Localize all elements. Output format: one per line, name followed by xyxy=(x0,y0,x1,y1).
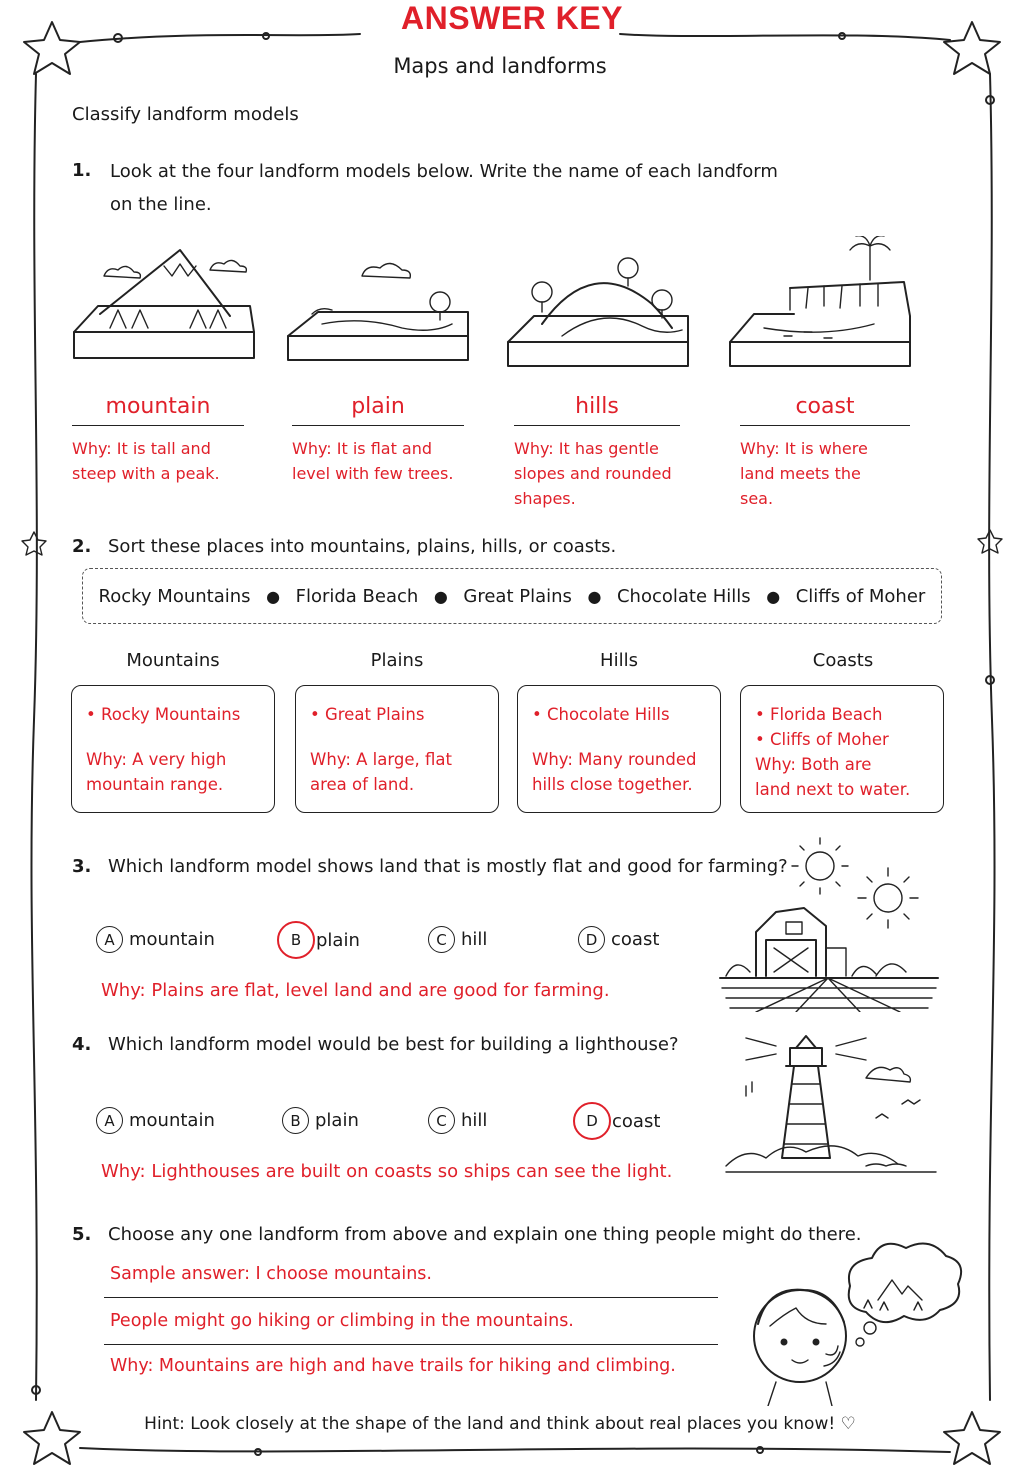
bullet-icon: ● xyxy=(266,586,281,606)
question-text xyxy=(110,155,778,221)
question-number: 5. xyxy=(72,1224,92,1245)
option-letter: C xyxy=(428,1107,455,1134)
reason-line: steep with a peak. xyxy=(72,464,220,483)
lighthouse-icon xyxy=(716,1026,942,1176)
option-c[interactable] xyxy=(428,1107,487,1134)
word-bank-item: Florida Beach xyxy=(295,585,419,607)
option-label: coast xyxy=(611,929,660,950)
sort-reason: mountain range. xyxy=(86,775,224,794)
column-heading-hills: Hills xyxy=(600,650,638,671)
section-title: Classify landform models xyxy=(72,104,299,125)
answer-word: coast xyxy=(740,394,910,426)
mountain-model-icon xyxy=(74,250,254,358)
option-letter: A xyxy=(96,1107,123,1134)
word-bank-item: Cliffs of Moher xyxy=(795,585,926,607)
sorted-item: • Cliffs of Moher xyxy=(755,730,889,749)
reason-line: land meets the xyxy=(740,464,861,483)
answer-line[interactable] xyxy=(104,1264,718,1298)
question-text: Sort these places into mountains, plains, hills, or coasts. xyxy=(108,536,617,557)
option-c[interactable] xyxy=(428,926,487,953)
answer-reason xyxy=(72,436,244,486)
answer-line-text: Sample answer: I choose mountains. xyxy=(110,1264,432,1284)
option-b-selected[interactable] xyxy=(283,921,360,959)
answer-reason xyxy=(740,436,910,511)
landform-models xyxy=(60,236,980,386)
reason-line: level with few trees. xyxy=(292,464,454,483)
answer-reason xyxy=(292,436,464,486)
option-letter: A xyxy=(96,926,123,953)
hills-model-icon xyxy=(508,258,688,366)
question-text: Which landform model would be best for building a lighthouse? xyxy=(108,1034,679,1055)
word-bank-item: Rocky Mountains xyxy=(98,585,251,607)
sorted-item: • Chocolate Hills xyxy=(532,705,670,724)
bullet-icon: ● xyxy=(587,586,602,606)
option-d-selected[interactable] xyxy=(579,1102,660,1140)
question-text-line: Look at the four landform models below. Write the name of each landform xyxy=(110,161,778,182)
option-a[interactable] xyxy=(96,1107,215,1134)
word-bank-item: Great Plains xyxy=(463,585,572,607)
question-text: Which landform model shows land that is mostly flat and good for farming? xyxy=(108,856,788,877)
column-heading-coasts: Coasts xyxy=(812,650,874,671)
sorted-item: • Great Plains xyxy=(310,705,425,724)
answer-line-text: Why: Mountains are high and have trails for hiking and climbing. xyxy=(110,1356,676,1376)
option-letter: C xyxy=(428,926,455,953)
option-d[interactable] xyxy=(578,926,659,953)
option-label: hill xyxy=(461,929,488,950)
sort-box-plains[interactable] xyxy=(295,685,499,813)
question-number: 3. xyxy=(72,856,92,877)
question-number: 1. xyxy=(72,160,92,181)
bullet-icon: ● xyxy=(766,586,781,606)
option-label: plain xyxy=(316,929,360,951)
question-number: 4. xyxy=(72,1034,92,1055)
answer-reason: Why: Lighthouses are built on coasts so ships can see the light. xyxy=(101,1161,673,1182)
reason-line: Why: It has gentle xyxy=(514,439,659,458)
option-label: mountain xyxy=(129,929,215,950)
hint-text: Hint: Look closely at the shape of the land and think about real places you know! ♡ xyxy=(144,1414,856,1434)
girl-face-icon xyxy=(754,1290,846,1406)
farm-barn-icon xyxy=(716,836,942,1012)
plain-model-icon xyxy=(288,263,468,360)
column-heading-mountains: Mountains xyxy=(126,650,220,671)
sort-reason: area of land. xyxy=(310,775,415,794)
option-letter: B xyxy=(282,1107,309,1134)
answer-blank-mountain[interactable] xyxy=(72,394,244,486)
option-a[interactable] xyxy=(96,926,215,953)
sort-box-coasts[interactable] xyxy=(740,685,944,813)
answer-blank-plain[interactable] xyxy=(292,394,464,486)
reason-line: slopes and rounded xyxy=(514,464,672,483)
question-text-line: on the line. xyxy=(110,194,212,215)
word-bank xyxy=(82,568,942,624)
sort-reason: Why: Both are xyxy=(755,755,872,774)
bullet-icon: ● xyxy=(433,586,448,606)
reason-line: Why: It is where xyxy=(740,439,868,458)
sort-box-mountains[interactable] xyxy=(71,685,275,813)
reason-line: Why: It is tall and xyxy=(72,439,211,458)
word-bank-item: Chocolate Hills xyxy=(616,585,751,607)
option-letter: D xyxy=(578,926,605,953)
sorted-item: • Florida Beach xyxy=(755,705,883,724)
option-label: plain xyxy=(315,1110,359,1131)
answer-line[interactable] xyxy=(104,1311,718,1345)
reason-line: Why: It is flat and xyxy=(292,439,433,458)
answer-line-text: People might go hiking or climbing in the mountains. xyxy=(110,1311,574,1331)
page-title: ANSWER KEY xyxy=(401,0,623,36)
answer-reason: Why: Plains are flat, level land and are good for farming. xyxy=(101,980,610,1001)
reason-line: shapes. xyxy=(514,489,576,508)
option-b[interactable] xyxy=(282,1107,359,1134)
girl-thinking-icon xyxy=(740,1226,970,1406)
answer-blank-coast[interactable] xyxy=(740,394,910,511)
reason-line: sea. xyxy=(740,489,774,508)
coast-model-icon xyxy=(730,236,910,366)
sort-reason: hills close together. xyxy=(532,775,693,794)
answer-word: hills xyxy=(514,394,680,426)
option-label: hill xyxy=(461,1110,488,1131)
answer-blank-hills[interactable] xyxy=(514,394,680,511)
answer-word: mountain xyxy=(72,394,244,426)
question-number: 2. xyxy=(72,536,92,557)
sort-box-hills[interactable] xyxy=(517,685,721,813)
sort-reason: Why: A very high xyxy=(86,750,227,769)
sort-reason: Why: Many rounded xyxy=(532,750,697,769)
answer-word: plain xyxy=(292,394,464,426)
question-text: Choose any one landform from above and explain one thing people might do there. xyxy=(108,1224,862,1245)
sort-reason: land next to water. xyxy=(755,780,911,799)
sorted-item: • Rocky Mountains xyxy=(86,705,241,724)
answer-reason xyxy=(514,436,680,511)
option-letter: D xyxy=(573,1102,611,1140)
column-heading-plains: Plains xyxy=(370,650,424,671)
page-subtitle: Maps and landforms xyxy=(393,54,607,78)
sort-reason: Why: A large, flat xyxy=(310,750,452,769)
option-label: coast xyxy=(612,1110,661,1132)
option-label: mountain xyxy=(129,1110,215,1131)
option-letter: B xyxy=(277,921,315,959)
small-star-icon xyxy=(22,532,46,555)
